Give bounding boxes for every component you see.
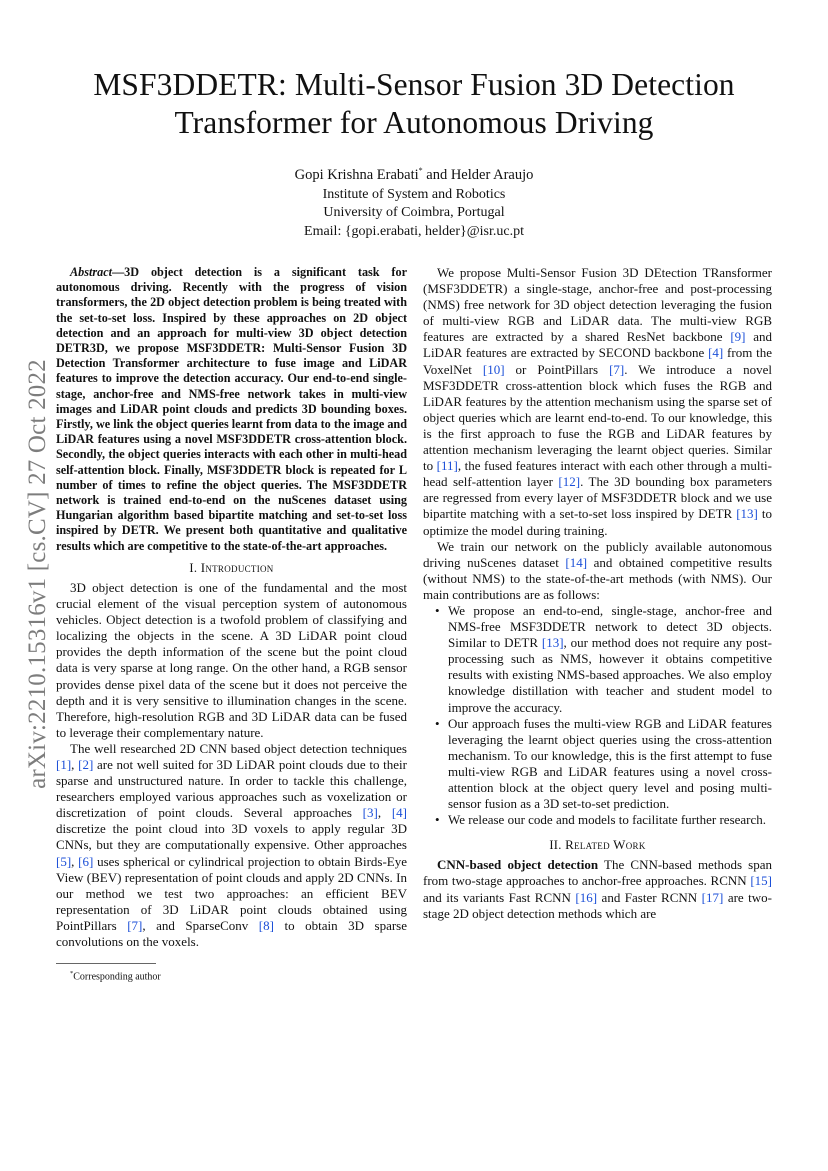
title-line-2: Transformer for Autonomous Driving [174,105,654,140]
affiliation-institute: Institute of System and Robotics [322,186,506,202]
corresponding-mark: * [418,166,423,176]
citation-link[interactable]: [13] [736,506,758,522]
citation-link[interactable]: [13] [541,635,564,651]
citation-link[interactable]: [11] [436,458,458,474]
citation-link[interactable]: [2] [78,756,94,772]
left-column [56,265,407,983]
citation-link[interactable]: [15] [750,873,772,889]
paper-title [40,66,788,142]
contribution-item: • We propose an end-to-end, single-stage, anchor-free and NMS-free MSF3DDETR network to detect 3D objects. Similar to DETR [13], our method does not require any post-processing such as NMS, however it obtains competitive results with existing NMS-based approaches. We also employ knowledge distillation with teacher and student model to improve the accuracy. [448,603,772,716]
title-line-1: MSF3DDETR: Multi-Sensor Fusion 3D Detection [93,67,735,102]
section-heading-introduction [56,560,407,576]
citation-link[interactable]: [8] [258,917,274,933]
right-column [423,265,772,922]
intro-paragraph-2: The well researched 2D CNN based object detection techniques [1], [2] are not well suited for 3D LiDAR point clouds due to their sparse and unstructured nature. In order to tackle this challenge, researchers employed various approaches such as voxelization or discretization of point clouds. Several approaches [3], [4] discretize the point cloud into 3D voxels to apply regular 3D CNNs, but they are computationally expensive. Other approaches [5], [6] uses spherical or cylindrical projection to obtain Birds-Eye View (BEV) representation of point clouds and apply 2D CNNs. In our method we test two approaches: an efficient BEV representation of 3D LiDAR point clouds obtained using PointPillars [7], and SparseConv [8] to obtain 3D sparse convolutions on the voxels. [56,740,408,950]
citation-link[interactable]: [4] [708,345,724,361]
abstract-text: —3D object detection is a significant task for autonomous driving. Recently with the progress of vision transformers, the 2D object detection problem is being treated with the set-to-set loss. Inspired by these approaches on 2D object detection and an approach for multi-view 3D object detection DETR3D, we propose MSF3DDETR: Multi-Sensor Fusion 3D Detection Transformer architecture to fuse image and LiDAR features to improve the detection accuracy. Our end-to-end single-stage, anchor-free and NMS-free network takes in multi-view images and LiDAR point clouds and predicts 3D bounding boxes. Firstly, we link the object queries learnt from data to the image and LiDAR features using a novel MSF3DDETR cross-attention block. Secondly, the object queries interacts with each other in multi-head self-attention block. Finally, MSF3DDETR block is repeated for L number of times to refine the object queries. The MSF3DDETR network is trained end-to-end on the nuScenes dataset using Hungarian algorithm based bipartite matching and set-to-set loss inspired by DETR. We present both quantitative and qualitative results which are competitive to the state-of-the-art approaches. [56,265,407,553]
arxiv-identifier: arXiv:2210.15316v1 [cs.CV] 27 Oct 2022 [24,359,51,789]
citation-link[interactable]: [17] [701,889,724,905]
section-title: Related Work [565,837,646,853]
citation-link[interactable]: [6] [78,853,94,869]
abstract-label: Abstract [70,265,112,279]
author-and: and [422,167,451,183]
related-work-paragraph: CNN-based object detection The CNN-based methods span from two-stage approaches to anchor-free approaches. RCNN [15] and its variants Fast RCNN [16] and Faster RCNN [17] are two-stage 2D object detection methods which are [423,857,773,921]
citation-link[interactable]: [1] [56,756,72,772]
citation-link[interactable]: [7] [127,917,143,933]
citation-link[interactable]: [14] [565,554,588,570]
section-number: II. [549,838,566,853]
body-paragraph-training: We train our network on the publicly available autonomous driving nuScenes dataset [14] and obtained competitive results (without NMS) to the state-of-the-art methods (with NMS). Our main contributions are as follows: [423,538,773,602]
author-block [114,166,714,241]
citation-link[interactable]: [9] [730,329,746,345]
section-heading-related-work [423,837,772,853]
footnote-mark: * [70,970,74,978]
contribution-list [423,603,772,828]
section-number: I. [189,560,201,575]
paragraph-run-in-heading: CNN-based object detection [437,857,599,873]
citation-link[interactable]: [12] [558,474,581,490]
contribution-item: • We release our code and models to facilitate further research. [448,812,772,828]
author-1: Gopi Krishna Erabati [294,167,419,183]
intro-paragraph-1: 3D object detection is one of the fundamental and the most crucial element of the visual perception system of autonomous vehicles. Object detection is a twofold problem of classifying and localizing the objects in the scene. A 3D LiDAR point cloud provides the depth information of the scene but the point cloud data is very sparse at long range. On the other hand, a RGB sensor provides dense pixel data of the scene but it does not perceive the depth and it is very sensitive to illumination changes in the scene. Therefore, high-resolution RGB and 3D LiDAR data can be fused to leverage their complementary nature. [56,579,407,740]
affiliation-university: University of Coimbra, Portugal [323,205,505,220]
footnote-text: Corresponding author [73,971,161,983]
abstract [56,265,407,554]
author-email: Email: {gopi.erabati, helder}@isr.uc.pt [304,223,524,239]
citation-link[interactable]: [3] [362,805,378,821]
body-paragraph-proposal: We propose Multi-Sensor Fusion 3D DEtection TRansformer (MSF3DDETR) a single-stage, anchor-free and post-processing (NMS) free network for 3D object detection leveraging the fusion of multi-view RGB and LiDAR data. The multi-view RGB features are extracted by a shared ResNet backbone [9] and LiDAR features are extracted by SECOND backbone [4] from the VoxelNet [10] or PointPillars [7]. We introduce a novel MSF3DDETR cross-attention block which fuses the RGB and LiDAR features by the attention mechanism using the sparse set of object queries which are learnt end-to-end. To our knowledge, this is the first approach to fuse the RGB and LiDAR features by attention mechanism leveraging the learnt object queries. Similar to [11], the fused features interact with each other through a multi-head self-attention layer [12]. The 3D bounding box parameters are regressed from every layer of MSF3DDETR block and we use bipartite matching with a set-to-set loss inspired by DETR [13] to optimize the model during training. [423,265,773,538]
citation-link[interactable]: [10] [482,361,505,377]
author-2: Helder Araujo [450,167,534,183]
citation-link[interactable]: [16] [575,889,598,905]
citation-link[interactable]: [5] [56,853,72,869]
section-title: Introduction [200,559,274,575]
author-names [114,166,714,185]
citation-link[interactable]: [4] [391,805,407,821]
footnote [56,968,407,983]
citation-link[interactable]: [7] [609,361,625,377]
footnote-divider [56,963,156,964]
contribution-item: • Our approach fuses the multi-view RGB and LiDAR features leveraging the learnt object queries using the cross-attention mechanism. To our knowledge, this is the first attempt to fuse multi-view RGB and LiDAR features using a novel cross-attention block at the object query level and posing multi-sensor fusion as a 3D set-to-set prediction. [448,716,772,813]
